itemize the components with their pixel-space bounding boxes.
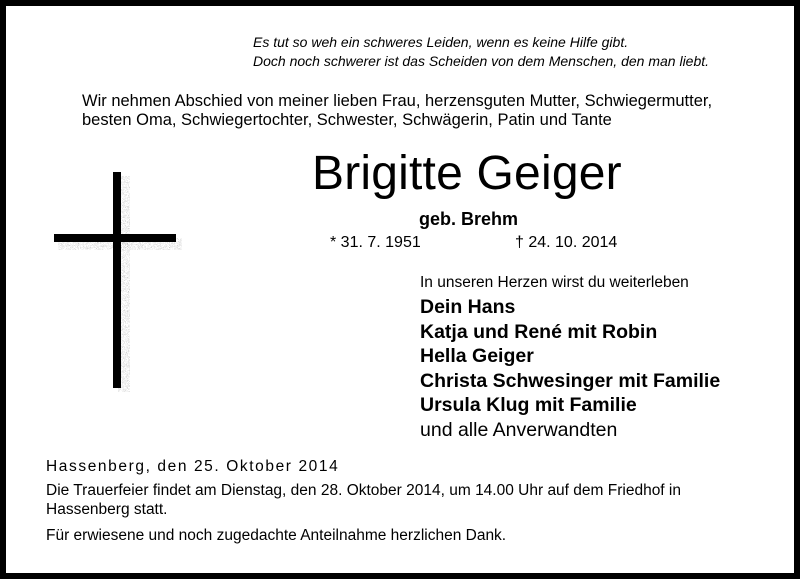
footer-text [46, 457, 756, 545]
death-date: † 24. 10. 2014 [515, 234, 618, 251]
cross-shape [54, 172, 176, 388]
mourner-5: Ursula Klug mit Familie [420, 394, 637, 416]
survivors-lead: In unseren Herzen wirst du weiterleben [420, 274, 689, 291]
cross-icon [54, 172, 186, 392]
mourner-4: Christa Schwesinger mit Familie [420, 369, 721, 392]
intro-text [82, 92, 712, 130]
birth-date: * 31. 7. 1951 [330, 234, 421, 251]
survivors-block [420, 273, 720, 442]
epigraph-quote [253, 33, 709, 71]
birth-name: geb. Brehm [419, 209, 519, 229]
quote-line-1: Es tut so weh ein schweres Leiden, wenn es keine Hilfe gibt. [253, 34, 629, 50]
thanks-line: Für erwiesene und noch zugedachte Anteilnahme herzlichen Dank. [46, 526, 507, 544]
deceased-name: Brigitte Geiger [312, 147, 622, 200]
intro-line-2: besten Oma, Schwiegertochter, Schwester, Schwägerin, Patin und Tante [82, 111, 612, 129]
quote-line-2: Doch noch schwerer ist das Scheiden von dem Menschen, den man liebt. [253, 53, 710, 69]
mourner-3: Hella Geiger [420, 345, 534, 367]
funeral-info: Die Trauerfeier findet am Dienstag, den 28. Oktober 2014, um 14.00 Uhr auf dem Friedhof in Hassenberg statt. [46, 481, 681, 518]
mourner-1: Dein Hans [420, 296, 516, 318]
mourner-2: Katja und René mit Robin [420, 320, 658, 343]
survivors-closing: und alle Anverwandten [420, 418, 618, 441]
place-date: Hassenberg, den 25. Oktober 2014 [46, 458, 340, 475]
intro-line-1: Wir nehmen Abschied von meiner lieben Frau, herzensguten Mutter, Schwiegermutter, [82, 92, 713, 110]
